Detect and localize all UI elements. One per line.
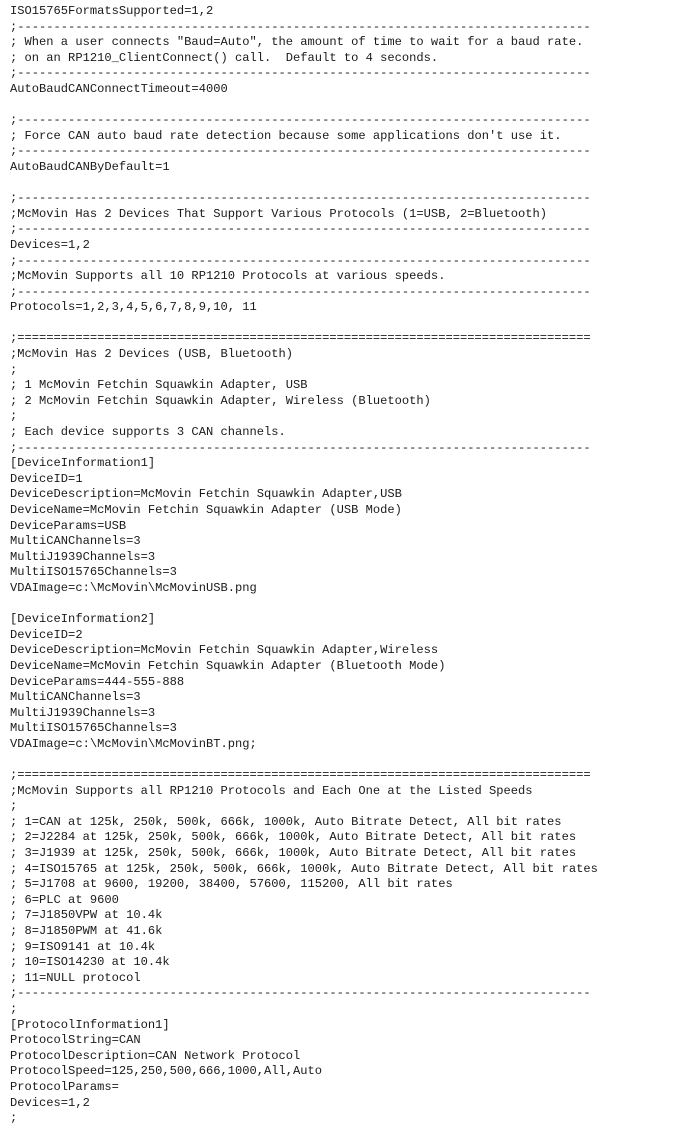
- key-value-line: MultiCANChannels=3: [10, 534, 141, 549]
- separator-line: ;-------------------------------------------------------------------------------: [10, 113, 591, 128]
- key-value-line: ProtocolSpeed=125,250,500,666,1000,All,Auto: [10, 1064, 323, 1079]
- key-value-line: Protocols=1,2,3,4,5,6,7,8,9,10, 11: [10, 300, 257, 315]
- key-value-line: DeviceParams=444-555-888: [10, 674, 185, 689]
- key-value-line: DeviceDescription=McMovin Fetchin Squawkin Adapter,USB: [10, 487, 402, 502]
- comment-line: ;: [10, 362, 18, 377]
- separator-line: ;-------------------------------------------------------------------------------: [10, 19, 591, 34]
- separator-line: ;===============================================================================: [10, 331, 591, 346]
- separator-line: ;-------------------------------------------------------------------------------: [10, 144, 591, 159]
- section-header: [DeviceInformation1]: [10, 456, 156, 471]
- comment-line: ; Force CAN auto baud rate detection because some applications don't use it.: [10, 128, 562, 143]
- comment-line: ; 6=PLC at 9600: [10, 892, 119, 907]
- key-value-line: MultiJ1939Channels=3: [10, 705, 156, 720]
- key-value-line: DeviceID=2: [10, 627, 83, 642]
- key-value-line: MultiCANChannels=3: [10, 690, 141, 705]
- key-value-line: VDAImage=c:\McMovin\McMovinUSB.png: [10, 580, 257, 595]
- blank-line: [10, 597, 690, 613]
- blank-line: [10, 176, 690, 192]
- key-value-line: ISO15765FormatsSupported=1,2: [10, 4, 214, 18]
- comment-line: ; 10=ISO14230 at 10.4k: [10, 955, 170, 970]
- blank-line: [10, 753, 690, 769]
- key-value-line: VDAImage=c:\McMovin\McMovinBT.png;: [10, 736, 257, 751]
- key-value-line: DeviceParams=USB: [10, 518, 127, 533]
- comment-line: ; Each device supports 3 CAN channels.: [10, 425, 286, 440]
- comment-line: ;: [10, 1002, 18, 1016]
- blank-line: [10, 316, 690, 332]
- key-value-line: Devices=1,2: [10, 1095, 90, 1110]
- section-header: [ProtocolInformation1]: [10, 1017, 170, 1032]
- section-header: [DeviceInformation2]: [10, 612, 156, 627]
- separator-line: ;-------------------------------------------------------------------------------: [10, 986, 591, 1001]
- comment-line: ; 8=J1850PWM at 41.6k: [10, 924, 163, 939]
- comment-line: ; 4=ISO15765 at 125k, 250k, 500k, 666k, 1000k, Auto Bitrate Detect, All bit rates: [10, 861, 598, 876]
- key-value-line: DeviceName=McMovin Fetchin Squawkin Adapter (USB Mode): [10, 503, 402, 517]
- key-value-line: DeviceDescription=McMovin Fetchin Squawkin Adapter,Wireless: [10, 643, 439, 658]
- key-value-line: MultiISO15765Channels=3: [10, 721, 177, 736]
- separator-line: ;-------------------------------------------------------------------------------: [10, 440, 591, 455]
- comment-line: ; 2=J2284 at 125k, 250k, 500k, 666k, 1000k, Auto Bitrate Detect, All bit rates: [10, 830, 577, 845]
- separator-line: ;===============================================================================: [10, 768, 591, 783]
- comment-line: ; 11=NULL protocol: [10, 970, 141, 985]
- key-value-line: DeviceID=1: [10, 471, 83, 486]
- separator-line: ;-------------------------------------------------------------------------------: [10, 191, 591, 206]
- comment-line: ;McMovin Has 2 Devices That Support Various Protocols (1=USB, 2=Bluetooth): [10, 206, 548, 221]
- key-value-line: ProtocolString=CAN: [10, 1033, 141, 1048]
- comment-line: ; 5=J1708 at 9600, 19200, 38400, 57600, 115200, All bit rates: [10, 877, 453, 892]
- separator-line: ;-------------------------------------------------------------------------------: [10, 253, 591, 268]
- comment-line: ; 3=J1939 at 125k, 250k, 500k, 666k, 1000k, Auto Bitrate Detect, All bit rates: [10, 846, 577, 861]
- comment-line: ;McMovin Has 2 Devices (USB, Bluetooth): [10, 347, 294, 362]
- key-value-line: DeviceName=McMovin Fetchin Squawkin Adapter (Bluetooth Mode): [10, 658, 446, 673]
- comment-line: ; 7=J1850VPW at 10.4k: [10, 908, 163, 923]
- key-value-line: ProtocolParams=: [10, 1079, 119, 1094]
- key-value-line: MultiISO15765Channels=3: [10, 565, 177, 580]
- key-value-line: AutoBaudCANByDefault=1: [10, 159, 170, 174]
- key-value-line: AutoBaudCANConnectTimeout=4000: [10, 81, 228, 96]
- comment-line: ; 1 McMovin Fetchin Squawkin Adapter, USB: [10, 378, 308, 393]
- key-value-line: MultiJ1939Channels=3: [10, 549, 156, 564]
- separator-line: ;-------------------------------------------------------------------------------: [10, 66, 591, 81]
- comment-line: ; 2 McMovin Fetchin Squawkin Adapter, Wireless (Bluetooth): [10, 393, 431, 408]
- comment-line: ; When a user connects "Baud=Auto", the amount of time to wait for a baud rate.: [10, 35, 584, 50]
- ini-document: [10, 4, 690, 1127]
- comment-line: ; on an RP1210_ClientConnect() call. Default to 4 seconds.: [10, 50, 439, 65]
- separator-line: ;-------------------------------------------------------------------------------: [10, 222, 591, 237]
- comment-line: ; 1=CAN at 125k, 250k, 500k, 666k, 1000k, Auto Bitrate Detect, All bit rates: [10, 814, 562, 829]
- comment-line: ;McMovin Supports all 10 RP1210 Protocols at various speeds.: [10, 269, 446, 284]
- comment-line: ;: [10, 1111, 18, 1126]
- comment-line: ;: [10, 799, 18, 814]
- blank-line: [10, 98, 690, 114]
- key-value-line: ProtocolDescription=CAN Network Protocol: [10, 1048, 301, 1063]
- comment-line: ;McMovin Supports all RP1210 Protocols and Each One at the Listed Speeds: [10, 783, 533, 798]
- key-value-line: Devices=1,2: [10, 237, 90, 252]
- separator-line: ;-------------------------------------------------------------------------------: [10, 284, 591, 299]
- comment-line: ; 9=ISO9141 at 10.4k: [10, 939, 156, 954]
- comment-line: ;: [10, 409, 18, 424]
